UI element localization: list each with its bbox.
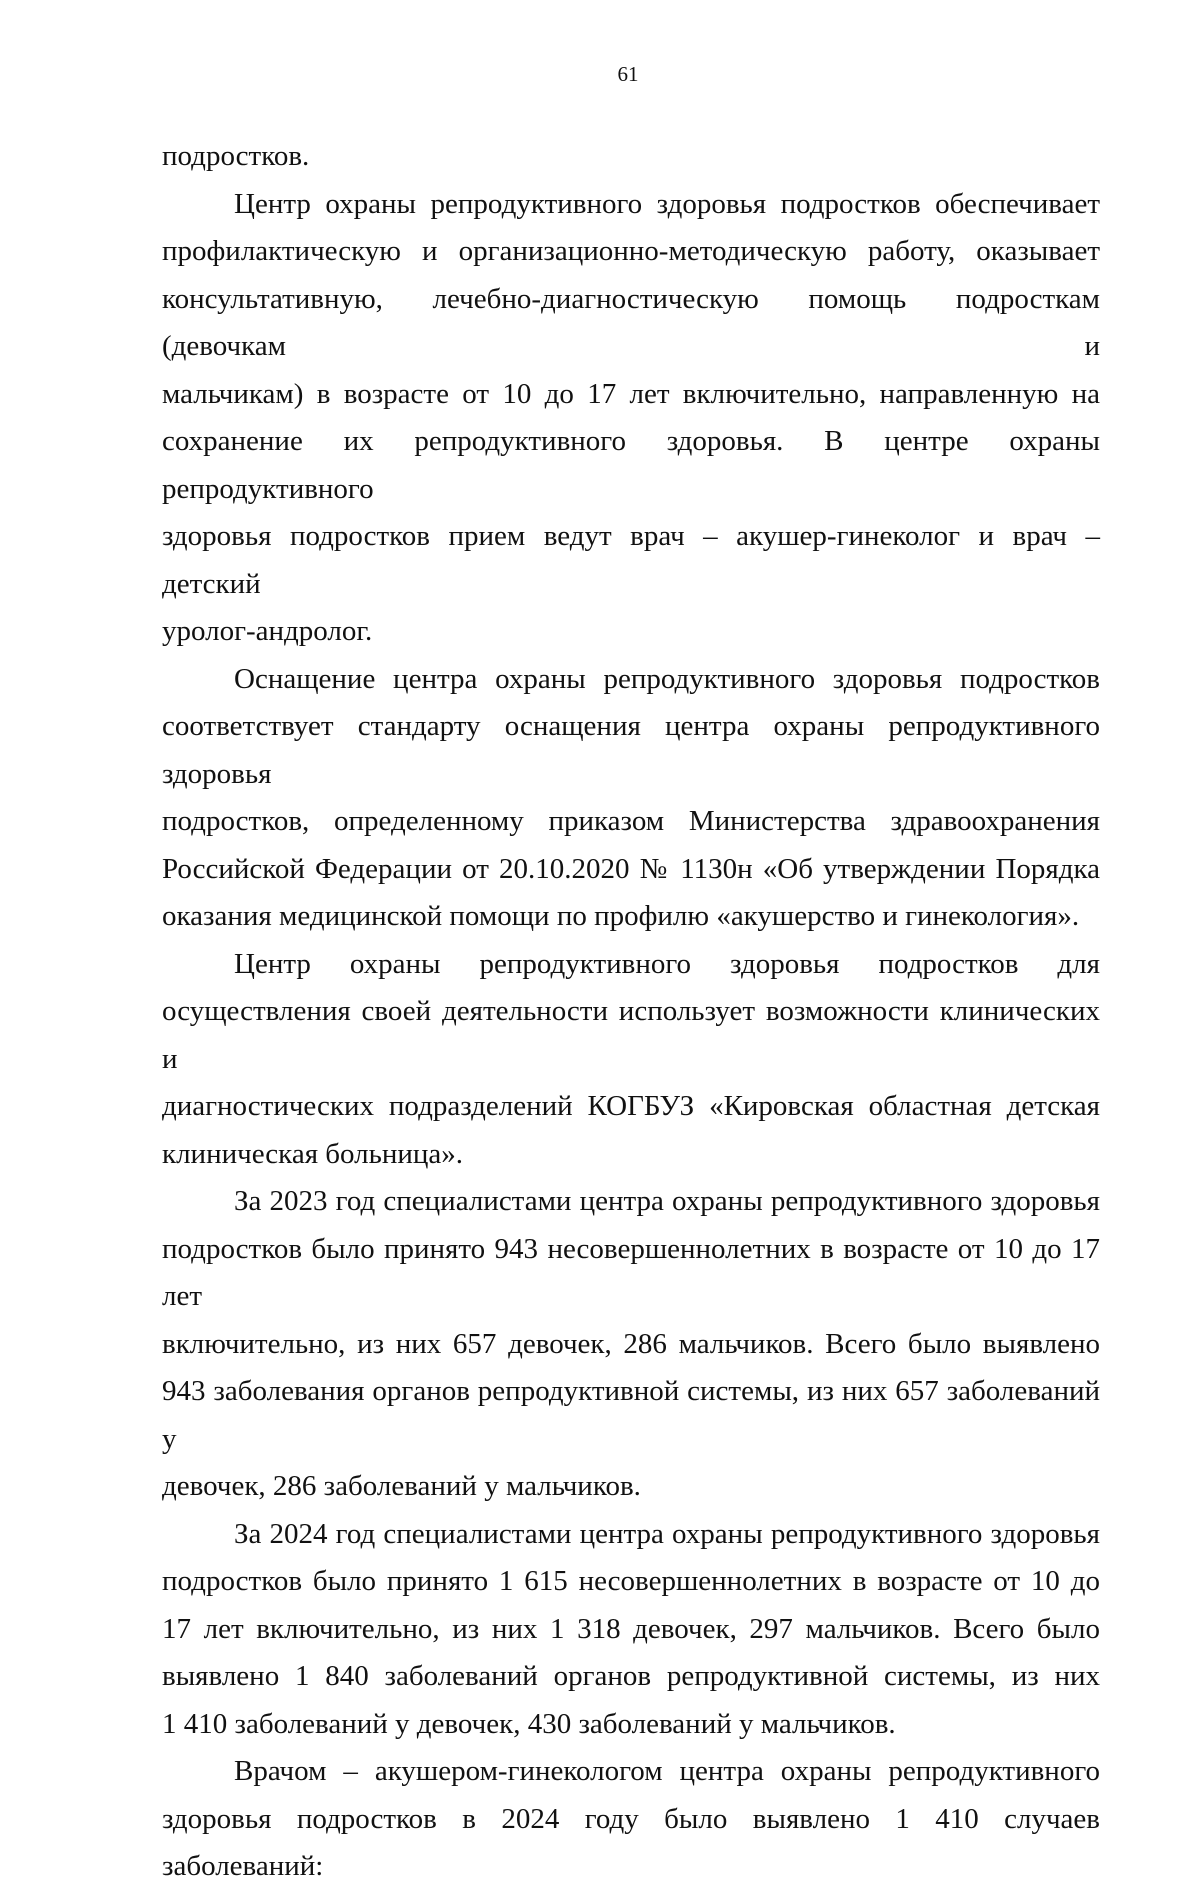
- text-line: Врачом – акушером-гинекологом центра охраны репродуктивного: [234, 1755, 1100, 1787]
- text-line: мальчикам) в возрасте от 10 до 17 лет включительно, направленную на: [162, 377, 1100, 410]
- text-line: соответствует стандарту оснащения центра охраны репродуктивного здоровья: [162, 710, 1100, 790]
- text-line: осуществления своей деятельности использует возможности клинических и: [162, 995, 1100, 1075]
- text-line: Центр охраны репродуктивного здоровья подростков для: [234, 947, 1100, 980]
- text-line: За 2023 год специалистами центра охраны репродуктивного здоровья: [234, 1185, 1100, 1217]
- text-line: За 2024 год специалистами центра охраны репродуктивного здоровья: [234, 1517, 1100, 1550]
- page-number: 61: [617, 62, 639, 86]
- text-line: диагностических подразделений КОГБУЗ «Кировская областная детская: [162, 1090, 1100, 1122]
- text-line: подростков было принято 1 615 несовершеннолетних в возрасте от 10 до: [162, 1565, 1100, 1597]
- text-line: уролог-андролог.: [162, 615, 373, 647]
- text-line: Оснащение центра охраны репродуктивного здоровья подростков: [234, 662, 1100, 695]
- paragraph: [162, 181, 1100, 656]
- text-line: здоровья подростков в 2024 году было выявлено 1 410 случаев заболеваний:: [162, 1802, 1100, 1882]
- text-line: Российской Федерации от 20.10.2020 № 1130н «Об утверждении Порядка: [162, 852, 1100, 885]
- paragraph: [162, 656, 1100, 941]
- text-line: выявлено 1 840 заболеваний органов репродуктивной системы, из них: [162, 1660, 1100, 1692]
- paragraph: [162, 1178, 1100, 1511]
- paragraph: [162, 1748, 1100, 1891]
- paragraph: [162, 941, 1100, 1179]
- paragraph: [162, 1511, 1100, 1749]
- text-line: 17 лет включительно, из них 1 318 девочек, 297 мальчиков. Всего было: [162, 1612, 1100, 1645]
- document-body: [162, 133, 1100, 1891]
- text-line: клиническая больница».: [162, 1137, 464, 1170]
- text-line: профилактическую и организационно-методическую работу, оказывает: [162, 235, 1100, 267]
- text-line: подростков.: [162, 140, 310, 172]
- text-line: 943 заболевания органов репродуктивной системы, из них 657 заболеваний у: [162, 1375, 1100, 1455]
- text-line: сохранение их репродуктивного здоровья. В центре охраны репродуктивного: [162, 425, 1100, 505]
- text-line: консультативную, лечебно-диагностическую помощь подросткам (девочкам и: [162, 282, 1100, 362]
- text-line: подростков, определенному приказом Министерства здравоохранения: [162, 805, 1100, 837]
- text-line: оказания медицинской помощи по профилю «акушерство и гинекология».: [162, 900, 1080, 932]
- text-line: подростков было принято 943 несовершеннолетних в возрасте от 10 до 17 лет: [162, 1232, 1100, 1312]
- text-line: 1 410 заболеваний у девочек, 430 заболеваний у мальчиков.: [162, 1707, 896, 1740]
- text-line: девочек, 286 заболеваний у мальчиков.: [162, 1470, 641, 1502]
- text-line: здоровья подростков прием ведут врач – акушер-гинеколог и врач – детский: [162, 520, 1100, 600]
- paragraph: [162, 133, 1100, 181]
- text-line: Центр охраны репродуктивного здоровья подростков обеспечивает: [234, 187, 1100, 220]
- text-line: включительно, из них 657 девочек, 286 мальчиков. Всего было выявлено: [162, 1327, 1100, 1360]
